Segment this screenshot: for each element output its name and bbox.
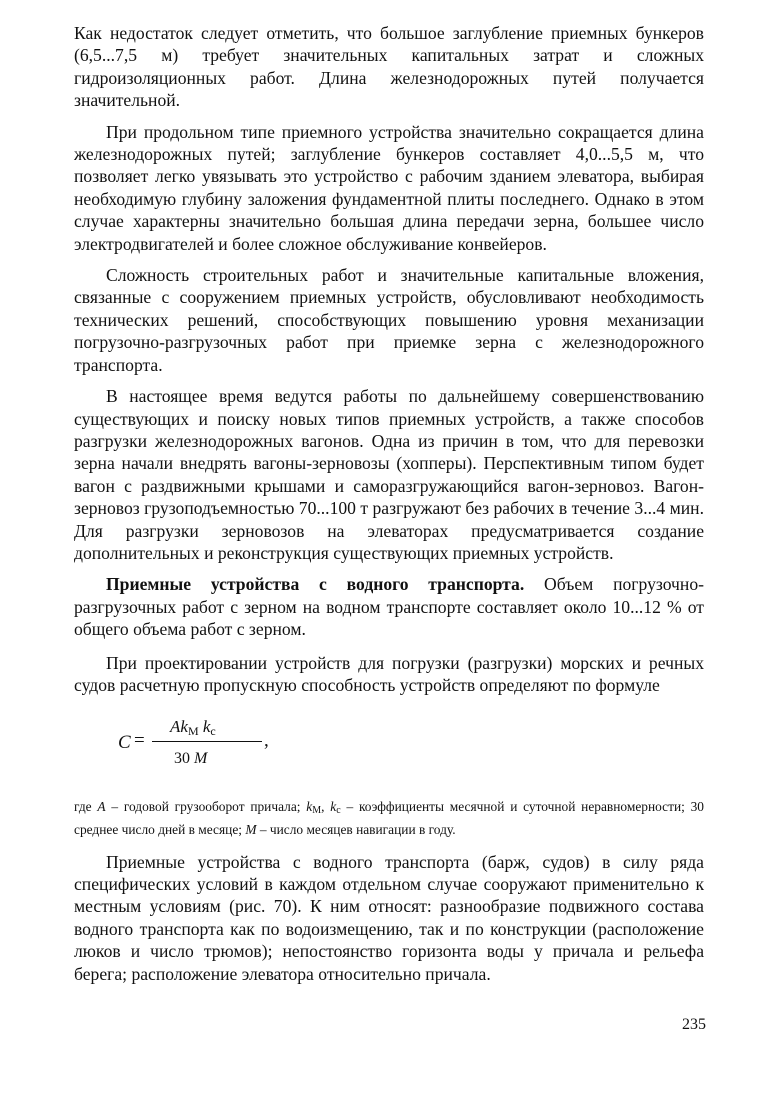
formula-comma: , <box>264 730 269 752</box>
formula-equals: = <box>134 730 145 752</box>
formula <box>74 712 704 778</box>
formula-lhs: C <box>118 732 131 754</box>
paragraph-5-text: Объем погрузочно-разгрузочных работ с зерном на водном транспорте составляет около 10...12 % от общего объема работ с зерном. <box>74 574 704 640</box>
formula-numerator: $Ak_М$ $k_с$ <box>170 717 216 739</box>
paragraph-5 <box>74 573 704 640</box>
paragraph-7: Приемные устройства с водного транспорта (барж, судов) в силу ряда специфических условий в каждом отдельном случае сооружают применительно к местным условиям (рис. 70). К ним относят: разнообразие подвижного состава водного транспорта как по водоизмещению, так и по конструкции (расположение люков и число трюмов); непостоянство горизонта воды у причала и рельефа берега; расположение элеватора относительно причала. <box>74 851 704 984</box>
section-heading: Приемные устройства с водного транспорта. <box>106 574 525 595</box>
page-body <box>74 22 704 985</box>
formula-denominator: 30 M <box>174 750 208 768</box>
paragraph-1: Как недостаток следует отметить, что большое заглубление приемных бункеров (6,5...7,5 м) требует значительных капитальных затрат и сложных гидроизоляционных работ. Длина железнодорожных путей получается значительной. <box>74 23 704 111</box>
paragraph-6: При проектировании устройств для погрузки (разгрузки) морских и речных судов расчетную пропускную способность устройств определяют по формуле <box>74 652 704 695</box>
formula-legend: где A – годовой грузооборот причала; $k_М$, $k_с$ – коэффициенты месячной и суточной неравномерности; 30 среднее число дней в месяце; M – число месяцев навигации в году. <box>74 799 705 837</box>
paragraph-3: Сложность строительных работ и значительные капитальные вложения, связанные с сооружением приемных устройств, обусловливают необходимость технических решений, способствующих повышению уровня механизации погрузочно-разгрузочных работ при приемке зерна с железнодорожного транспорта. <box>74 265 704 375</box>
paragraph-4: В настоящее время ведутся работы по дальнейшему совершенствованию существующих и поиску новых типов приемных устройств, а также способов разгрузки железнодорожных вагонов. Одна из причин в том, что для перевозки зерна начали внедрять вагоны-зерновозы (хопперы). Перспективным типом будет вагон с раздвижными крышами и саморазгружающийся вагон-зерновоз. Вагон-зерновоз грузоподъемностью 70...100 т разгружают без рабочих в течение 3...4 мин. Для разгрузки зерновозов на элеваторах предусматривается создание дополнительных и реконструкция существующих приемных устройств. <box>74 386 704 563</box>
page-number: 235 <box>682 1016 706 1033</box>
fraction-bar <box>152 741 262 742</box>
paragraph-2: При продольном типе приемного устройства значительно сокращается длина железнодорожных путей; заглубление бункеров составляет 4,0...5,5 м, что позволяет легко увязывать это устройство с рабочим зданием элеватора, выбирая необходимую глубину заложения фундаментной плиты последнего. Однако в этом случае характерны значительно большая длина передачи зерна, большее число электродвигателей и более сложное обслуживание конвейеров. <box>74 121 704 254</box>
